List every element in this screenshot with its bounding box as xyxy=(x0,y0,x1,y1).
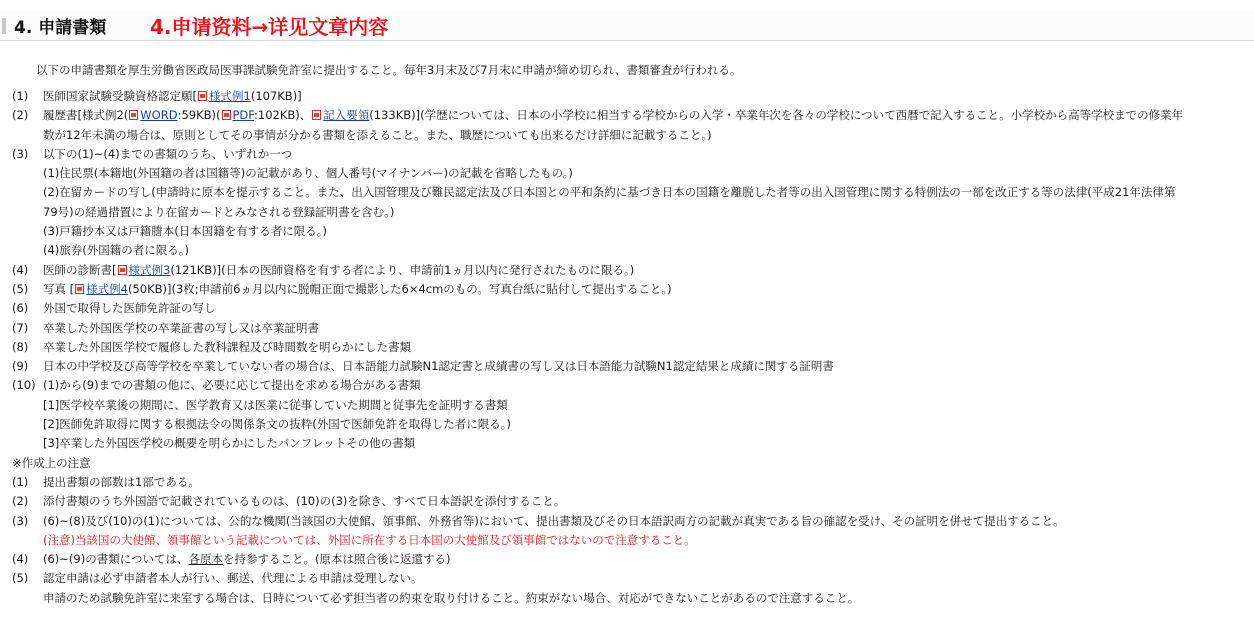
note-item: (1) 提出書類の部数は1部である。 xyxy=(12,474,200,489)
note-item-continued: 申請のため試験免許室に来室する場合は、日時について必ず担当者の約束を取り付けること。約束がない場合、対応ができないことがあるので注意すること。 xyxy=(43,590,860,605)
sub-item: (1)住民票(本籍地(外国籍の者は国籍等)の記載があり、個人番号(マイナンバー)の記載を省略したもの。) xyxy=(43,166,573,181)
list-item: (4) 医師の診断書[ 様式例3(121KB)](日本の医師資格を有する者により、申請前1ヵ月以内に発行されたものに限る。) xyxy=(12,262,635,277)
pdf-file-icon xyxy=(222,110,231,120)
pdf-file-icon xyxy=(118,265,127,275)
intro-text: 以下の申請書類を厚生労働省医政局医事課試験免許室に提出すること。毎年3月末及び7月末に申請が締め切られ、書類審査が行われる。 xyxy=(36,63,742,77)
pdf-file-icon xyxy=(312,110,321,120)
list-item: (9) 日本の中学校及び高等学校を卒業していない者の場合は、日本語能力試験N1認定書と成績書の写し又は日本語能力試験N1認定結果と成績に関する証明書 xyxy=(12,359,834,374)
instructions-link[interactable]: 記入要領 xyxy=(323,108,370,123)
note-item: (4) (6)~(9)の書類については、各原本を持参すること。(原本は照合後に返還する) xyxy=(12,552,451,567)
header-marker xyxy=(2,18,6,34)
list-item: (6) 外国で取得した医師免許証の写し xyxy=(12,301,216,316)
pdf-file-icon xyxy=(198,91,207,101)
sub-item: (3)戸籍抄本又は戸籍謄本(日本国籍を有する者に限る。) xyxy=(43,224,328,239)
form-link-4[interactable]: 様式例4 xyxy=(86,281,128,296)
note-item: (5) 認定申請は必ず申請者本人が行い、郵送、代理による申請は受理しない。 xyxy=(12,571,423,586)
sub-item: (4)旅券(外国籍の者に限る。) xyxy=(43,243,190,258)
list-item: (5) 写真 [ 様式例4(50KB)](3枚;申請前6ヵ月以内に脱帽正面で撮影した6×4cmのもの。写真台紙に貼付して提出すること。) xyxy=(12,281,672,296)
word-link[interactable]: WORD xyxy=(140,108,178,123)
original-docs-emphasis: 各原本 xyxy=(188,552,223,567)
list-item: (3) 以下の(1)~(4)までの書類のうち、いずれか一つ xyxy=(12,146,293,161)
list-item: (2) 履歴書[様式例2( WORD:59KB)( PDF:102KB)、 記入要領(133KB)](学歴については、日本の小学校に相当する学校からの入学・卒業年次を各々の学校について西暦で記入すること。小学校から高等学校までの修業年 xyxy=(12,108,1184,123)
list-item: (10) (1)から(9)までの書類の他に、必要に応じて提出を求める場合がある書類 xyxy=(12,378,421,393)
list-item: (8) 卒業した外国医学校で履修した教科課程及び時間数を明らかにした書類 xyxy=(12,339,411,354)
form-link-3[interactable]: 様式例3 xyxy=(128,262,171,277)
annotation-note: 4.申请资料→详见文章内容 xyxy=(150,15,389,39)
form-link-1[interactable]: 様式例1 xyxy=(209,89,251,103)
document-list xyxy=(12,87,1248,608)
list-item: (7) 卒業した外国医学校の卒業証書の写し又は卒業証明書 xyxy=(12,320,319,335)
list-item-continued: 数が12年未満の場合は、原則としてその事情が分かる書類を添えること。また、職歴についても出来るだけ詳細に記載すること。) xyxy=(43,127,712,142)
sub-item-continued: 79号)の経過措置により在留カードとみなされる登録証明書を含む。) xyxy=(43,204,395,219)
sub-item: [1]医学校卒業後の期間に、医学教育又は医業に従事していた期間と従事先を証明する書類 xyxy=(43,397,508,412)
note-item: (2) 添付書類のうち外国語で記載されているものは、(10)の(3)を除き、すべて日本語訳を添付すること。 xyxy=(12,494,566,509)
list-item: (1) 医師国家試験受験資格認定願[ 様式例1(107KB)] xyxy=(12,89,302,103)
section-header xyxy=(0,10,1254,41)
pdf-link[interactable]: PDF xyxy=(232,108,255,123)
sub-item: [2]医師免許取得に関する根拠法令の関係条文の抜粋(外国で医師免許を取得した者に限る。) xyxy=(43,417,512,432)
caution-note: (注意)当該国の大使館、領事館という記載については、外国に所在する日本国の大使館及び領事館ではないので注意すること。 xyxy=(43,532,696,547)
pdf-file-icon xyxy=(75,284,84,294)
note-item: (3) (6)~(8)及び(10)の(1)については、公的な機関(当該国の大使館、領事館、外務省等)において、提出書類及びその日本語訳両方の記載が真実である旨の確認を受け、その証明を併せて提出すること。 xyxy=(12,513,1065,528)
word-file-icon xyxy=(129,110,138,120)
sub-item: (2)在留カードの写し(申請時に原本を提示すること。また、出入国管理及び難民認定法及び日本国との平和条約に基づき日本の国籍を離脱した者等の出入国管理に関する特例法の一部を改正する等の法律(平成21年法律第 xyxy=(43,185,1176,200)
notes-heading: ※作成上の注意 xyxy=(12,455,91,470)
sub-item: [3]卒業した外国医学校の概要を明らかにしたパンフレットその他の書類 xyxy=(43,436,416,451)
section-title: 4. 申請書類 xyxy=(14,18,107,38)
